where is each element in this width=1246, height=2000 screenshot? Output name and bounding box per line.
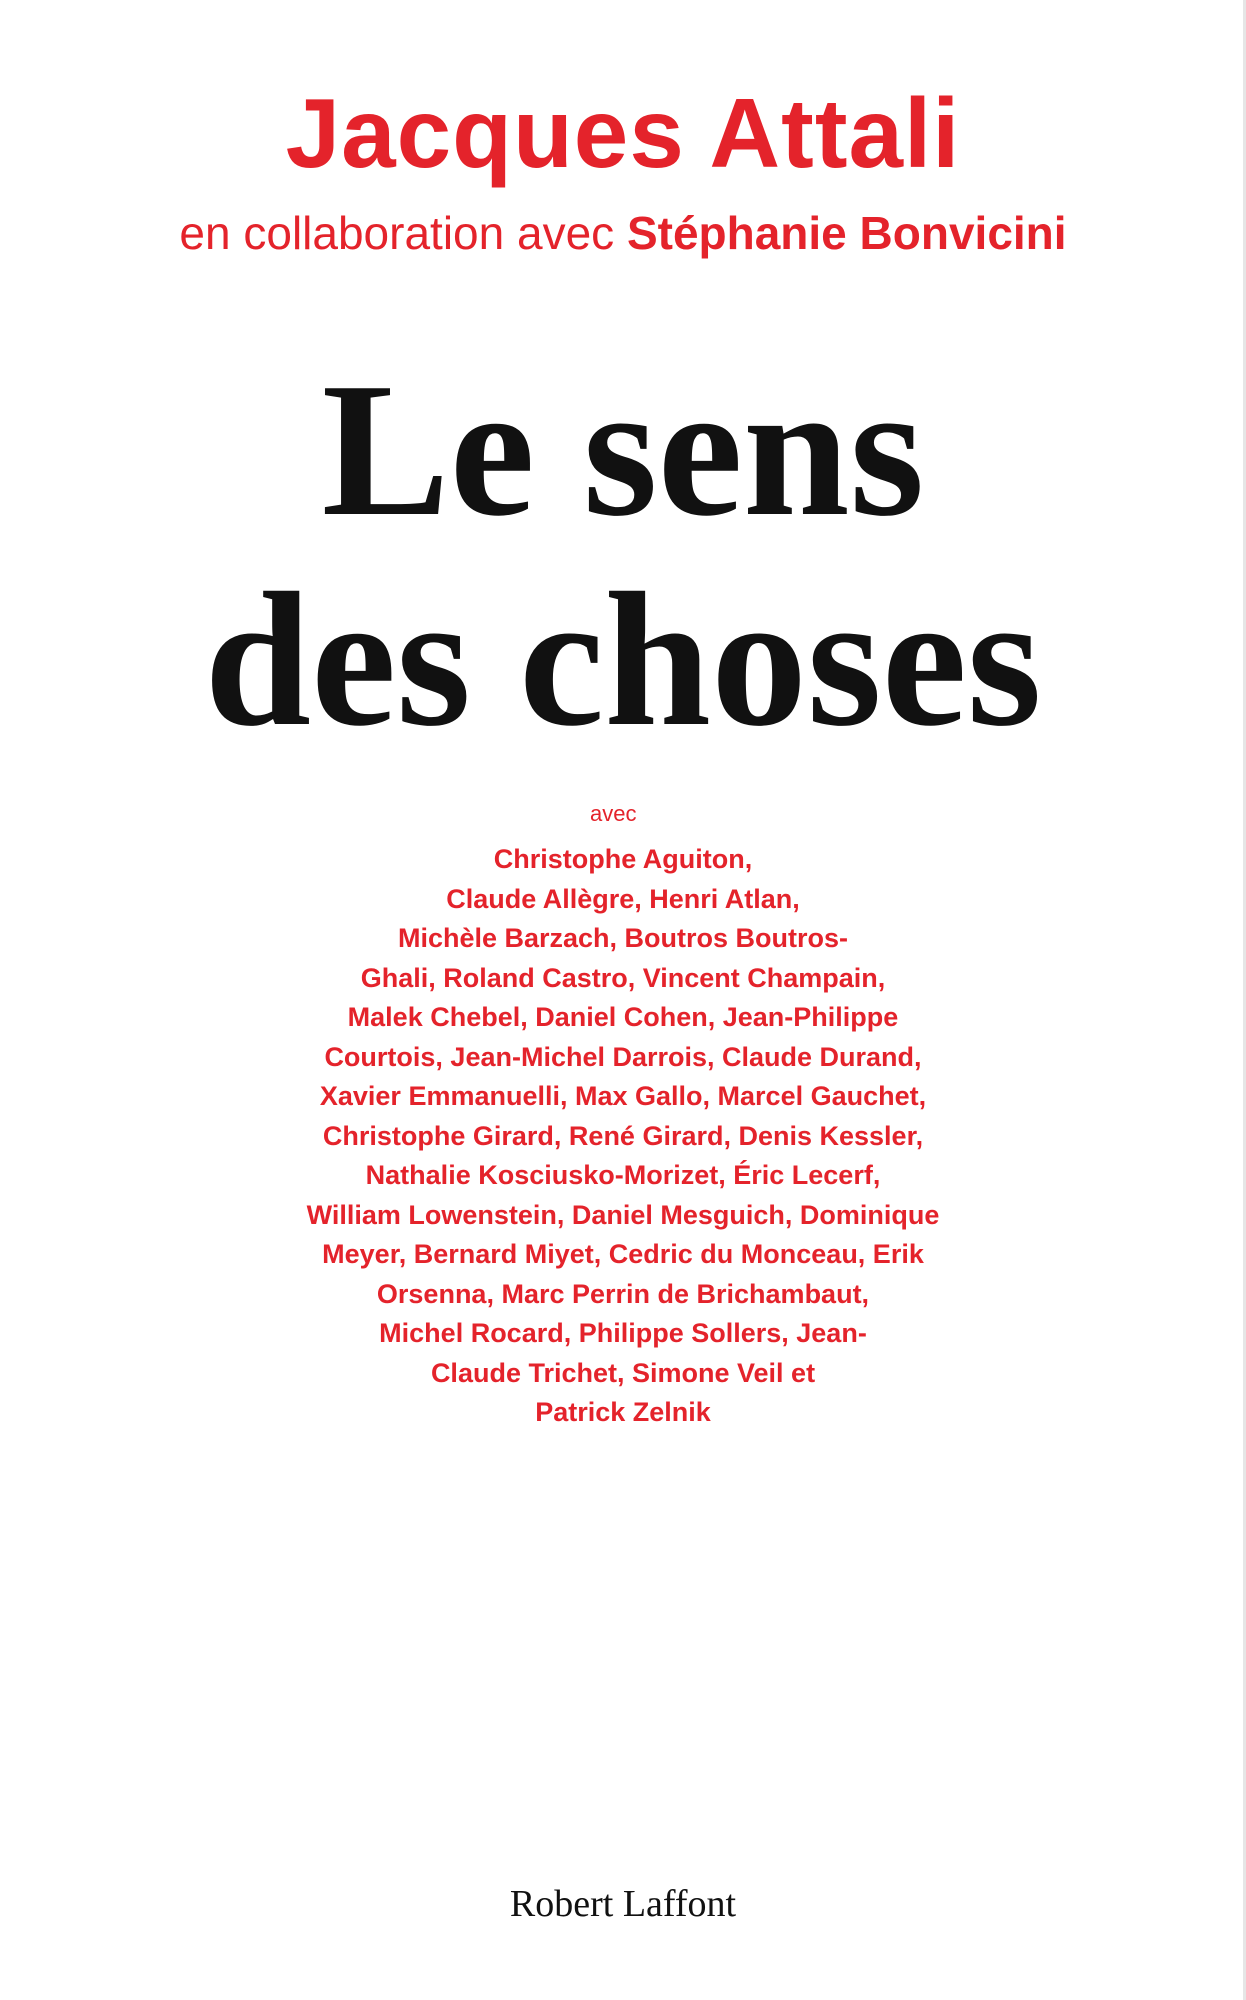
contributors-line: Christophe Aguiton, xyxy=(493,844,753,874)
contributors-line: Courtois, Jean-Michel Darrois, Claude Durand, xyxy=(324,1041,922,1072)
coauthor-name: Stéphanie Bonvicini xyxy=(626,207,1067,259)
collaboration-line xyxy=(0,205,1246,261)
collaboration-lead: en collaboration avec xyxy=(179,207,615,259)
contributors-line: Nathalie Kosciusko-Morizet, Éric Lecerf, xyxy=(365,1160,881,1190)
contributors-list xyxy=(0,840,1246,1433)
book-title-line-1: Le sens xyxy=(321,343,925,556)
contributors-line: Claude Allègre, Henri Atlan, xyxy=(446,883,800,914)
contributors-line: Michèle Barzach, Boutros Boutros- xyxy=(397,923,849,953)
publisher-name: Robert Laffont xyxy=(509,1883,737,1925)
contributors-line: Patrick Zelnik xyxy=(535,1397,711,1427)
contributors-line: Christophe Girard, René Girard, Denis Kessler, xyxy=(322,1120,924,1151)
book-title-line-2: des choses xyxy=(204,553,1042,766)
contributors-line: Orsenna, Marc Perrin de Brichambaut, xyxy=(376,1278,870,1309)
contributors-line: Malek Chebel, Daniel Cohen, Jean-Philippe xyxy=(347,1002,899,1032)
author-name: Jacques Attali xyxy=(285,78,961,188)
contributors-line: Michel Rocard, Philippe Sollers, Jean- xyxy=(379,1318,867,1348)
contributors-line: William Lowenstein, Daniel Mesguich, Dominique xyxy=(306,1199,940,1230)
contributors-line: Meyer, Bernard Miyet, Cedric du Monceau, Erik xyxy=(322,1239,924,1269)
contributors-line: Xavier Emmanuelli, Max Gallo, Marcel Gauchet, xyxy=(319,1081,927,1111)
contributors-line: Claude Trichet, Simone Veil et xyxy=(430,1357,816,1388)
with-label: avec xyxy=(590,801,637,826)
contributors-line: Ghali, Roland Castro, Vincent Champain, xyxy=(360,962,886,993)
